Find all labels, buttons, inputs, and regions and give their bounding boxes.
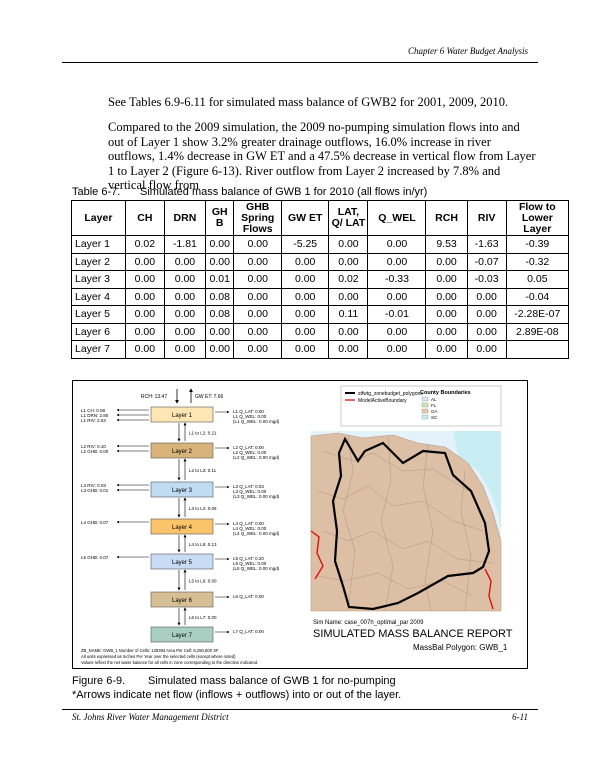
value-cell: 0.00 xyxy=(467,341,506,359)
right-flow-label: L6 Q_LAT: 0.00 xyxy=(233,594,264,599)
header-cell: LAT, Q/ LAT xyxy=(329,201,368,236)
value-cell: -0.39 xyxy=(506,236,568,254)
value-cell: 0.00 xyxy=(426,323,467,341)
value-cell: 0.00 xyxy=(281,288,328,306)
layer-name-cell: Layer 5 xyxy=(72,306,126,324)
figure-graphic xyxy=(73,381,527,668)
table-row xyxy=(72,236,569,254)
value-cell: 0.00 xyxy=(329,288,368,306)
value-cell: 0.00 xyxy=(281,253,328,271)
header-cell: DRN xyxy=(164,201,205,236)
vertical-flow-label: L6 to L7: 0.00 xyxy=(189,615,217,620)
figure-number: Figure 6-9. xyxy=(72,675,126,687)
value-cell: 0.00 xyxy=(125,341,164,359)
figure-note: ZB_NAME: GWB_1 Number of Cells: 129393 Area Per Cell: 6,250,500 SF xyxy=(81,648,219,653)
right-flow-label: L3 Q_LAT: 0.03 xyxy=(233,484,264,489)
left-flow-label: L3 GHB: 0.01 xyxy=(81,488,109,493)
value-cell: 0.00 xyxy=(125,253,164,271)
value-cell: -0.04 xyxy=(506,288,568,306)
header-cell: GW ET xyxy=(281,201,328,236)
value-cell: 0.00 xyxy=(329,253,368,271)
recharge-label: RCH: 13.47 xyxy=(141,394,168,400)
layer-diagram xyxy=(81,389,280,642)
header-cell: GHB Spring Flows xyxy=(234,201,281,236)
value-cell: 0.00 xyxy=(234,341,281,359)
right-flow-label: L1 Q_LAT: 0.00 xyxy=(233,409,264,414)
right-flow-label: L3 Q_WEL: 0.00 xyxy=(233,489,267,494)
value-cell: 0.00 xyxy=(368,341,426,359)
comparison-paragraph: Compared to the 2009 simulation, the 2009 no-pumping simulation flows into and out of Layer 1 show 3.2% greater drainage outflows, 16.0% increase in river outflows, 1.4% decrease in GW ET and a 47.5% decrease in vertical flow from Layer 1 to Layer 2 (Figure 6-13). River outflow from Layer 2 increased by 7.8% and vertical flow from xyxy=(108,120,536,192)
layer-box-label: Layer 5 xyxy=(171,560,193,566)
header-cell: RIV xyxy=(467,201,506,236)
header-cell: CH xyxy=(125,201,164,236)
value-cell: -1.81 xyxy=(164,236,205,254)
value-cell: 0.00 xyxy=(234,306,281,324)
value-cell: 0.00 xyxy=(467,288,506,306)
vertical-flow-label: L3 to L4: 0.06 xyxy=(189,506,217,511)
mass-balance-table xyxy=(71,200,569,359)
value-cell: 0.00 xyxy=(234,323,281,341)
value-cell: 0.11 xyxy=(329,306,368,324)
county-swatch xyxy=(422,403,428,407)
figure-title: Simulated mass balance of GWB 1 for no-pumping xyxy=(148,675,396,687)
vertical-flow-label: L2 to L3: 0.11 xyxy=(189,468,217,473)
value-cell: -0.03 xyxy=(467,271,506,289)
sim-name: Sim Name: case_007h_optimal_par 2009 xyxy=(313,620,424,626)
report-title: SIMULATED MASS BALANCE REPORT xyxy=(313,628,513,640)
value-cell: 0.00 xyxy=(234,236,281,254)
value-cell: 0.00 xyxy=(125,271,164,289)
value-cell: -2.28E-07 xyxy=(506,306,568,324)
polygon-legend-label: stfwtg_zonebudget_polygons xyxy=(358,391,423,397)
value-cell: 0.00 xyxy=(234,271,281,289)
left-flow-label: L1 RIV: 2.63 xyxy=(81,418,106,423)
county-label: GA xyxy=(431,409,438,414)
value-cell: 0.00 xyxy=(205,236,233,254)
value-cell xyxy=(506,341,568,359)
value-cell: 0.01 xyxy=(205,271,233,289)
value-cell: 0.02 xyxy=(125,236,164,254)
left-flow-label: L1 DRN: 2.80 xyxy=(81,413,109,418)
footer-organization: St. Johns River Water Management District xyxy=(72,712,229,722)
value-cell: 0.00 xyxy=(368,288,426,306)
value-cell: 0.02 xyxy=(329,271,368,289)
table-header-row xyxy=(72,201,569,236)
value-cell: 0.00 xyxy=(329,341,368,359)
header-cell: Q_WEL xyxy=(368,201,426,236)
value-cell: 0.00 xyxy=(426,341,467,359)
page-number: 6-11 xyxy=(512,712,528,722)
table-row xyxy=(72,341,569,359)
vertical-flow-label: L5 to L6: 0.00 xyxy=(189,578,217,584)
table-row xyxy=(72,271,569,289)
value-cell: 0.08 xyxy=(205,306,233,324)
county-label: SC xyxy=(431,415,438,420)
value-cell: 0.00 xyxy=(368,253,426,271)
layer-name-cell: Layer 1 xyxy=(72,236,126,254)
right-flow-label: L4 Q_LAT: 0.00 xyxy=(233,521,264,526)
table-caption xyxy=(72,186,427,198)
header-cell: Flow to Lower Layer xyxy=(506,201,568,236)
table-title: Simulated mass balance of GWB 1 for 2010 (all flows in/yr) xyxy=(140,186,428,198)
map-legend xyxy=(341,386,501,426)
table-row xyxy=(72,323,569,341)
value-cell: 0.00 xyxy=(164,288,205,306)
county-swatch xyxy=(422,397,428,401)
value-cell: 0.00 xyxy=(281,271,328,289)
right-flow-label: (L3 Q_WEL: 0.00 mgd) xyxy=(233,494,280,499)
value-cell: 0.00 xyxy=(125,323,164,341)
value-cell: 0.00 xyxy=(426,271,467,289)
chapter-header: Chapter 6 Water Budget Analysis xyxy=(408,46,528,56)
right-flow-label: L2 Q_LAT: 0.00 xyxy=(233,445,264,450)
county-legend-title: County Boundaries xyxy=(420,390,471,396)
value-cell: 0.00 xyxy=(467,306,506,324)
value-cell: 0.00 xyxy=(205,341,233,359)
value-cell: 0.00 xyxy=(164,253,205,271)
right-flow-label: L1 Q_WEL: 0.00 xyxy=(233,414,267,419)
value-cell: 0.00 xyxy=(368,323,426,341)
layer-name-cell: Layer 7 xyxy=(72,341,126,359)
right-flow-label: L2 Q_WEL: 0.00 xyxy=(233,450,267,455)
boundary-legend-label: ModelActiveBoundary xyxy=(358,398,407,404)
table-number: Table 6-7. xyxy=(72,186,121,198)
header-cell: Layer xyxy=(72,201,126,236)
value-cell: 0.00 xyxy=(164,271,205,289)
left-flow-label: L2 RIV: 0.10 xyxy=(81,444,106,449)
value-cell: 0.00 xyxy=(426,306,467,324)
vertical-flow-label: L4 to L5: 0.13 xyxy=(189,542,217,547)
layer-box-label: Layer 2 xyxy=(171,449,193,455)
left-flow-label: L2 GHB: 0.00 xyxy=(81,449,109,454)
left-flow-label: L1 CH: 0.08 xyxy=(81,408,106,413)
footer-rule xyxy=(62,709,538,710)
table-row xyxy=(72,306,569,324)
right-flow-label: L4 Q_WEL: 0.00 xyxy=(233,526,267,531)
value-cell: 0.00 xyxy=(329,236,368,254)
table-row xyxy=(72,253,569,271)
value-cell: 0.00 xyxy=(426,288,467,306)
figure-note-arrows: *Arrows indicate net flow (inflows + outflows) into or out of the layer. xyxy=(72,689,402,701)
table-row xyxy=(72,288,569,306)
mass-balance-figure xyxy=(72,380,528,669)
value-cell: -1.63 xyxy=(467,236,506,254)
vertical-flow-label: L1 to L2: 0.21 xyxy=(189,430,217,436)
value-cell: -0.32 xyxy=(506,253,568,271)
left-flow-label: L5 GHB: 0.07 xyxy=(81,555,109,560)
map-panel xyxy=(311,431,501,611)
polygon-name: MassBal Polygon: GWB_1 xyxy=(413,643,508,652)
value-cell: 0.00 xyxy=(281,323,328,341)
value-cell: 0.00 xyxy=(205,253,233,271)
value-cell: 0.00 xyxy=(205,323,233,341)
value-cell: 0.00 xyxy=(125,306,164,324)
layer-box-label: Layer 3 xyxy=(171,488,193,494)
right-flow-label: (L2 Q_WEL: 0.00 mgd) xyxy=(233,455,280,460)
value-cell: 0.00 xyxy=(329,323,368,341)
value-cell: 0.00 xyxy=(125,288,164,306)
figure-note: All units expressed as Inches Per Year over the selected cells (except where noted) xyxy=(81,654,236,659)
right-flow-label: (L5 Q_WEL: 0.00 mgd) xyxy=(233,566,280,571)
value-cell: 0.00 xyxy=(234,253,281,271)
value-cell: 0.00 xyxy=(164,341,205,359)
county-label: AL xyxy=(431,397,437,402)
county-swatch xyxy=(422,415,428,419)
layer-box-label: Layer 4 xyxy=(171,525,193,531)
intro-paragraph: See Tables 6.9-6.11 for simulated mass balance of GWB2 for 2001, 2009, 2010. xyxy=(108,95,509,109)
value-cell: 0.08 xyxy=(205,288,233,306)
value-cell: -0.33 xyxy=(368,271,426,289)
layer-name-cell: Layer 6 xyxy=(72,323,126,341)
figure-caption xyxy=(72,674,401,702)
header-cell: RCH xyxy=(426,201,467,236)
value-cell: 0.00 xyxy=(234,288,281,306)
value-cell: -5.25 xyxy=(281,236,328,254)
right-flow-label: L5 Q_WEL: 0.00 xyxy=(233,561,267,566)
value-cell: 0.00 xyxy=(164,323,205,341)
value-cell: -0.01 xyxy=(368,306,426,324)
layer-box-label: Layer 7 xyxy=(171,633,193,639)
layer-name-cell: Layer 4 xyxy=(72,288,126,306)
value-cell: 9.53 xyxy=(426,236,467,254)
county-label: FL xyxy=(431,403,437,408)
right-flow-label: L7 Q_LAT: 0.00 xyxy=(233,629,264,634)
layer-box-label: Layer 6 xyxy=(171,598,193,604)
value-cell: -0.07 xyxy=(467,253,506,271)
figure-note: Values reflect the net water balance for all cells in zone corresponding to the direction indicated. xyxy=(81,660,259,665)
right-flow-label: (L4 Q_WEL: 0.00 mgd) xyxy=(233,531,280,536)
left-flow-label: L3 RIV: 0.03 xyxy=(81,483,106,488)
header-cell: GH B xyxy=(205,201,233,236)
layer-name-cell: Layer 2 xyxy=(72,253,126,271)
left-flow-label: L4 GHB: 0.07 xyxy=(81,520,109,525)
gwet-label: GW ET: 7.66 xyxy=(195,394,224,400)
layer-box-label: Layer 1 xyxy=(171,413,193,419)
county-swatch xyxy=(422,409,428,413)
value-cell: 0.00 xyxy=(281,341,328,359)
value-cell: 0.00 xyxy=(281,306,328,324)
header-rule xyxy=(62,62,538,63)
right-flow-label: L5 Q_LAT: 0.20 xyxy=(233,556,264,561)
value-cell: 0.00 xyxy=(164,306,205,324)
layer-name-cell: Layer 3 xyxy=(72,271,126,289)
value-cell: 0.00 xyxy=(368,236,426,254)
value-cell: 0.00 xyxy=(426,253,467,271)
value-cell: 0.05 xyxy=(506,271,568,289)
right-flow-label: (L1 Q_WEL: 0.00 mgd) xyxy=(233,419,280,424)
value-cell: 2.89E-08 xyxy=(506,323,568,341)
value-cell: 0.00 xyxy=(467,323,506,341)
